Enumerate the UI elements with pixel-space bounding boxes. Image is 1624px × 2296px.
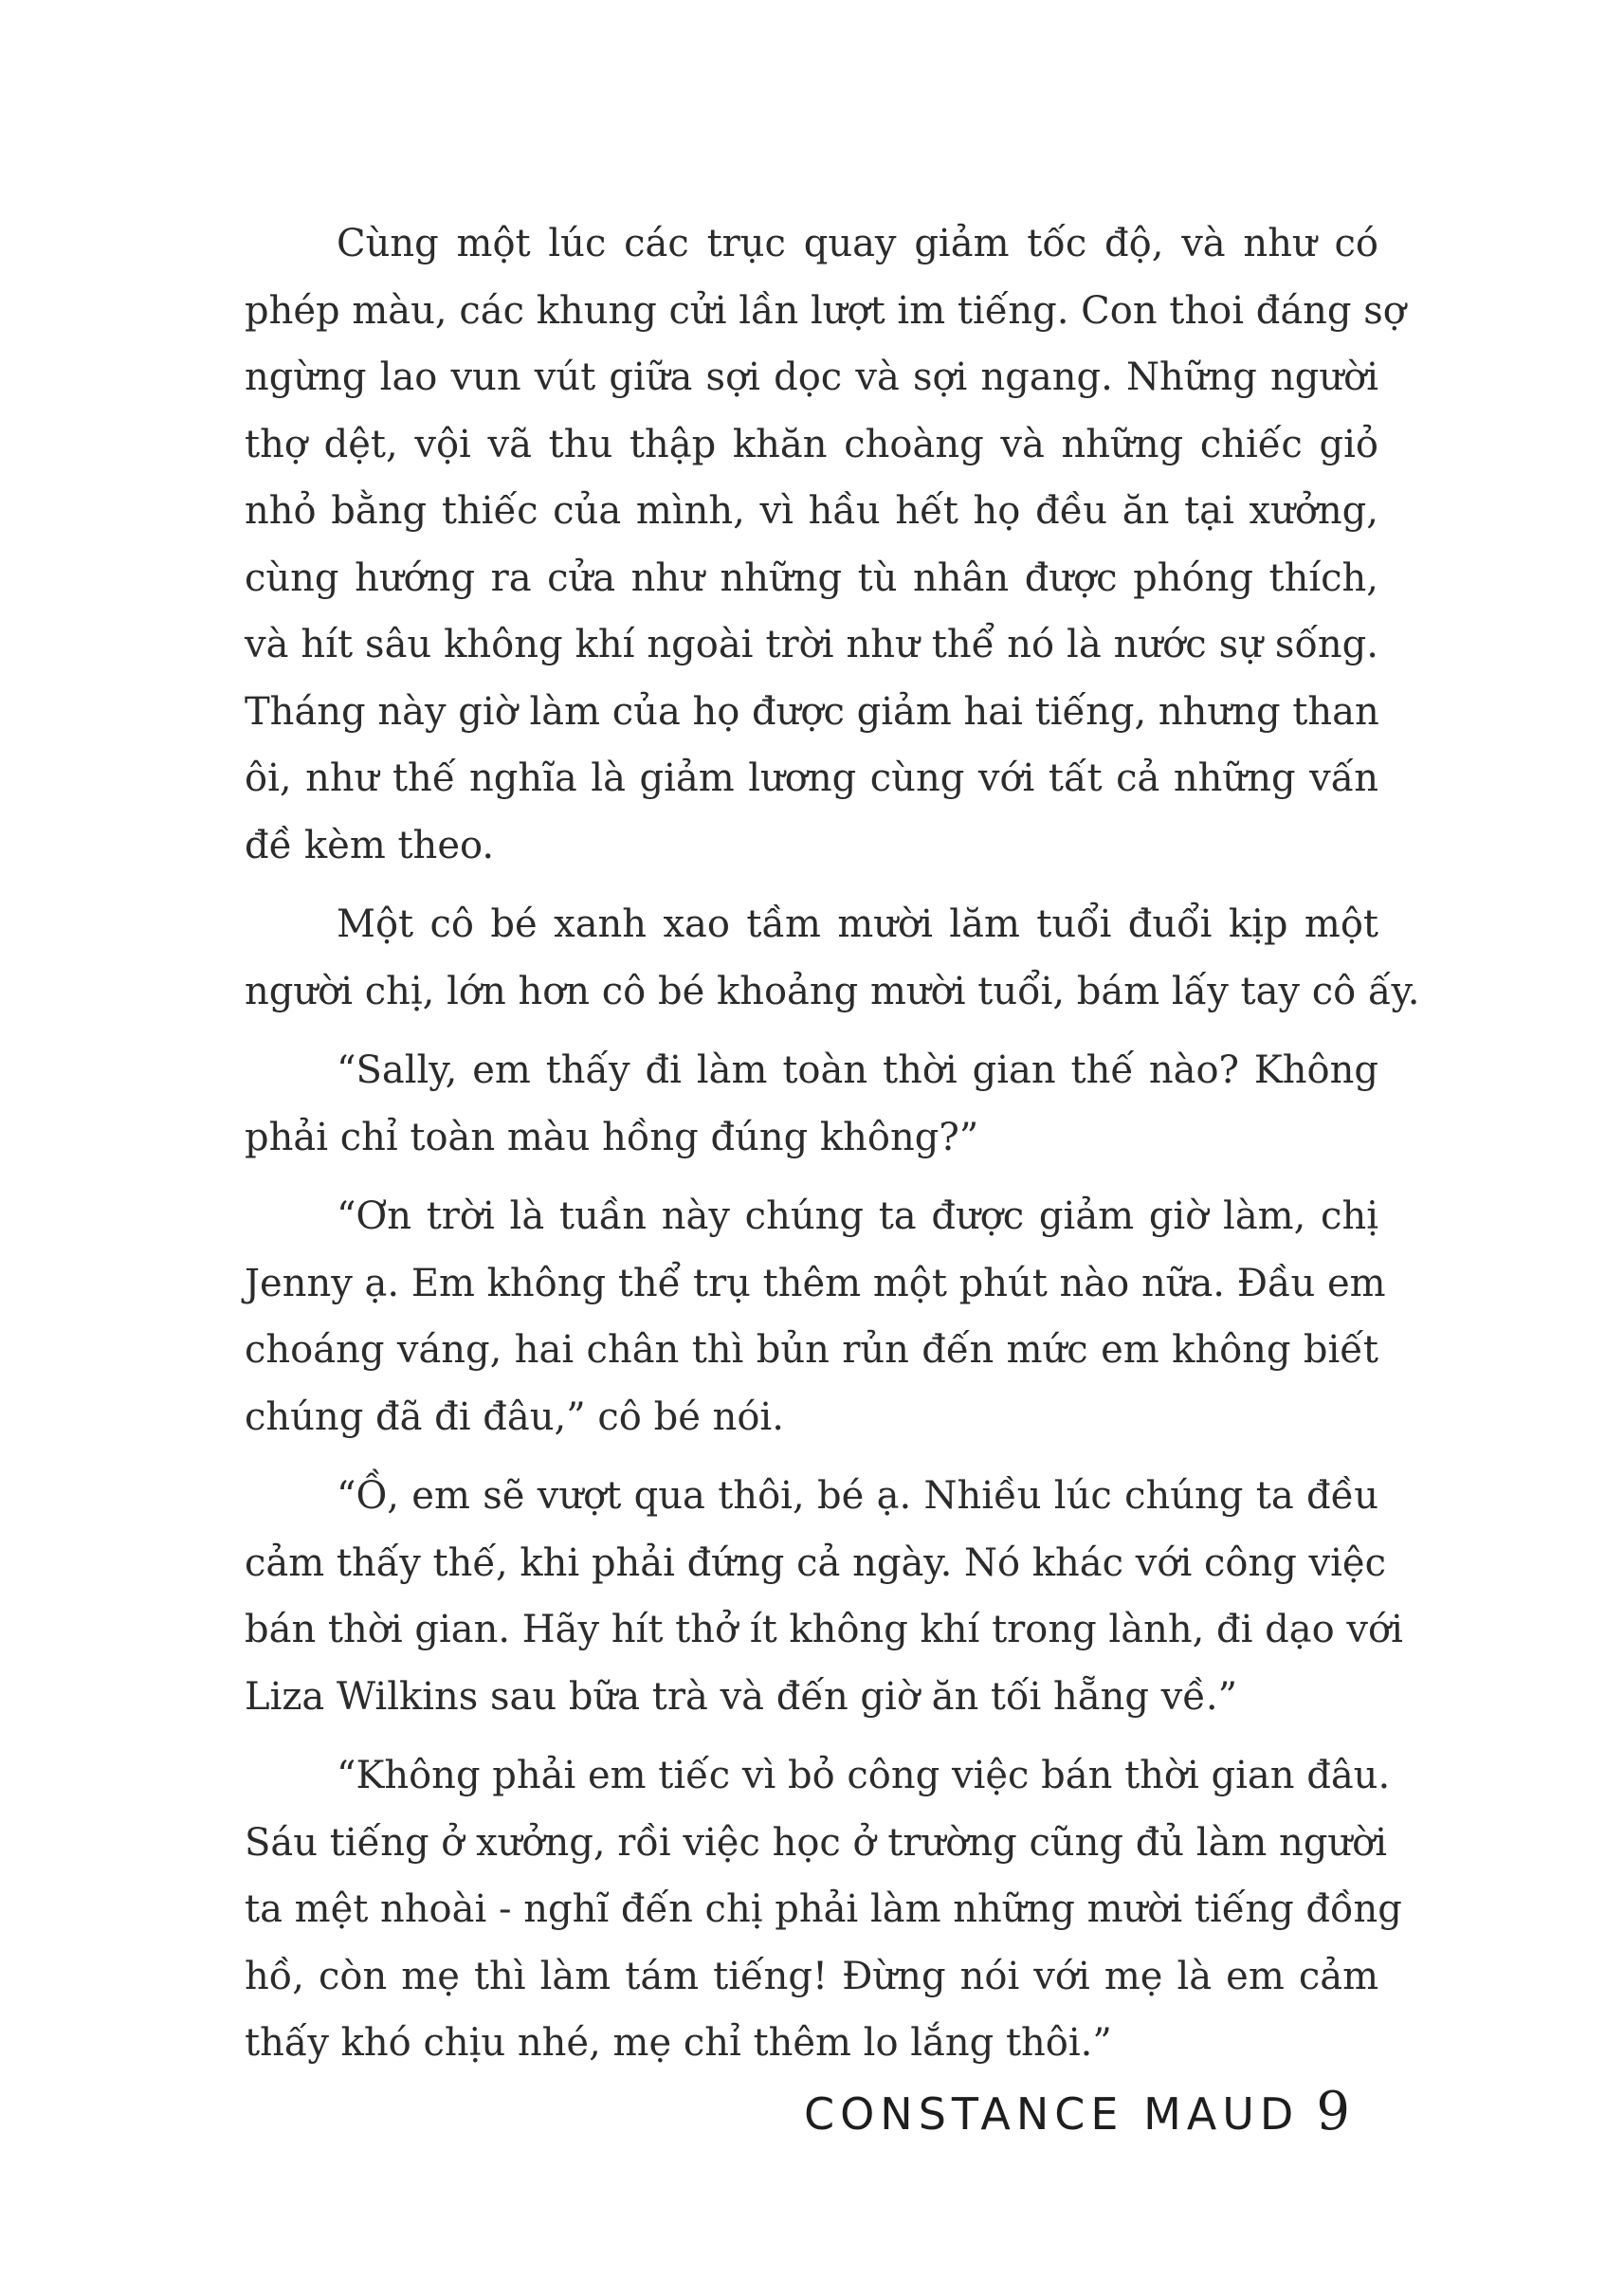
text-line: hồ, còn mẹ thì làm tám tiếng! Đừng nói với mẹ là em cảm	[245, 1954, 1378, 1998]
text-line: ôi, như thế nghĩa là giảm lương cùng với tất cả những vấn	[245, 756, 1378, 800]
page-footer	[664, 2081, 1350, 2157]
text-line: choáng váng, hai chân thì bủn rủn đến mức em không biết	[245, 1328, 1378, 1372]
text-line: “Sally, em thấy đi làm toàn thời gian thế nào? Không	[337, 1048, 1378, 1092]
text-line: Tháng này giờ làm của họ được giảm hai tiếng, nhưng than	[245, 689, 1379, 734]
text-line: Cùng một lúc các trục quay giảm tốc độ, và như có	[337, 222, 1378, 265]
text-line: người chị, lớn hơn cô bé khoảng mười tuổi, bám lấy tay cô ấy.	[245, 969, 1420, 1013]
text-line: ta mệt nhoài - nghĩ đến chị phải làm những mười tiếng đồng	[245, 1887, 1402, 1931]
paragraph	[245, 1037, 1378, 1171]
paragraph	[245, 1742, 1402, 2077]
text-line: cảm thấy thế, khi phải đứng cả ngày. Nó khác với công việc	[245, 1540, 1386, 1585]
body-text	[245, 210, 1420, 2089]
text-line: chúng đã đi đâu,” cô bé nói.	[245, 1394, 784, 1439]
text-line: thấy khó chịu nhé, mẹ chỉ thêm lo lắng thôi.”	[245, 2021, 1112, 2065]
text-line: cùng hướng ra cửa như những tù nhân được phóng thích,	[245, 556, 1378, 600]
text-line: Liza Wilkins sau bữa trà và đến giờ ăn tối hẵng về.”	[245, 1674, 1238, 1719]
text-line: ngừng lao vun vút giữa sợi dọc và sợi ngang. Những người	[245, 355, 1378, 399]
text-line: “Ồ, em sẽ vượt qua thôi, bé ạ. Nhiều lúc chúng ta đều	[337, 1474, 1378, 1518]
text-line: “Không phải em tiếc vì bỏ công việc bán thời gian đâu.	[337, 1754, 1391, 1797]
text-line: phải chỉ toàn màu hồng đúng không?”	[245, 1115, 979, 1159]
text-line: Một cô bé xanh xao tầm mười lăm tuổi đuổi kịp một	[337, 902, 1378, 946]
running-footer-author: CONSTANCE MAUD	[803, 2088, 1300, 2140]
text-line: “Ơn trời là tuần này chúng ta được giảm giờ làm, chị	[337, 1194, 1378, 1238]
text-line: phép màu, các khung cửi lần lượt im tiếng. Con thoi đáng sợ	[245, 288, 1406, 333]
text-line: nhỏ bằng thiếc của mình, vì hầu hết họ đều ăn tại xưởng,	[245, 489, 1378, 533]
text-line: và hít sâu không khí ngoài trời như thể nó là nước sự sống.	[245, 623, 1378, 666]
paragraph	[245, 210, 1406, 879]
text-line: Jenny ạ. Em không thể trụ thêm một phút nào nữa. Đầu em	[245, 1261, 1386, 1305]
text-line: đề kèm theo.	[245, 823, 495, 867]
paragraph	[245, 1183, 1386, 1450]
text-line: thợ dệt, vội vã thu thập khăn choàng và những chiếc giỏ	[245, 422, 1378, 466]
text-line: Sáu tiếng ở xưởng, rồi việc học ở trường cũng đủ làm người	[245, 1820, 1388, 1865]
paragraph	[245, 891, 1420, 1025]
paragraph	[245, 1463, 1403, 1730]
page-number: 9	[1316, 2081, 1350, 2142]
text-line: bán thời gian. Hãy hít thở ít không khí trong lành, đi dạo với	[245, 1608, 1403, 1651]
